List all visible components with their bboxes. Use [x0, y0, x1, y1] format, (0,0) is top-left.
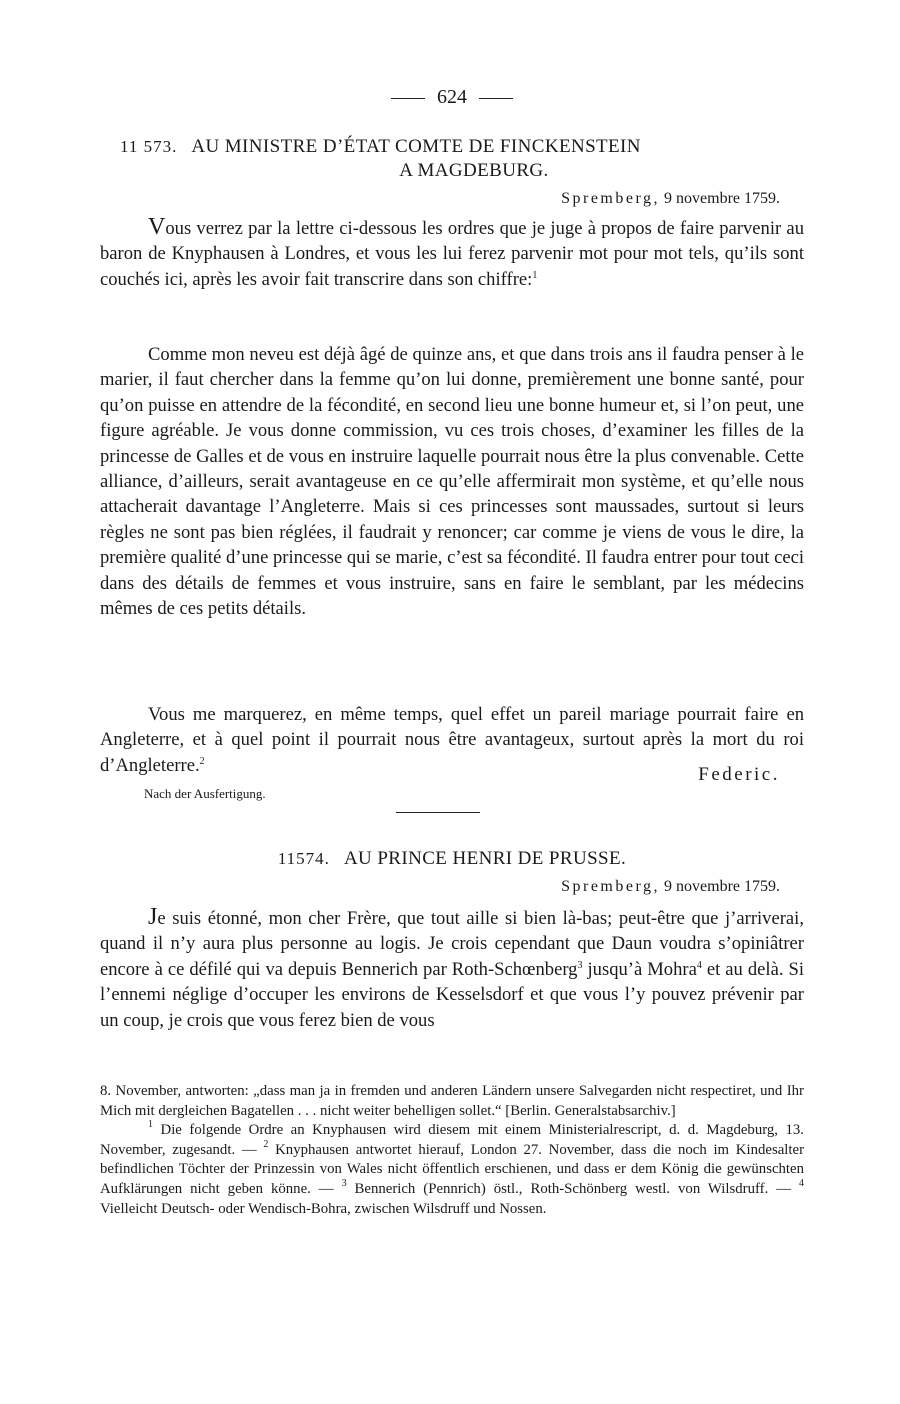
page-number-dash-left [391, 98, 425, 99]
page-number: 624 [437, 86, 467, 108]
footnote-1: Die folgende Ordre an Knyphausen wird diesem mit einem Ministerialrescript, d. d. Magdeburg, 13. November, zugesandt. — [100, 1122, 804, 1158]
letter1-para3-text: Vous me marquerez, en même temps, quel effet un pareil mariage pourrait faire en Angleterre, et à quel point il pourrait nous être avantageux, surtout après la mort du roi d’Angleterre. [100, 704, 804, 776]
letter1-place: Spremberg, [561, 190, 661, 207]
letter2-number: 11574. [277, 849, 330, 868]
letter2-text-b: jusqu’à Mohra [582, 958, 697, 980]
letter1-source: Nach der Ausfertigung. [144, 786, 266, 801]
letter1-para1-text: ous verrez par la lettre ci-dessous les ordres que je juge à propos de faire parvenir au baron de Knyphausen à Londres, et vous les lui ferez parvenir mot pour mot tels, qu’ils sont couchés ici, après les avoir fait transcrire dans son chiffre: [100, 218, 804, 290]
letter2-text-a: e suis étonné, mon cher Frère, que tout aille si bien là-bas; peut-être que j’arriverai, quand il n’y aura plus personne au logis. Je crois cependant que Daun voudra s’opiniâtrer encore à ce défilé qui va depuis Bennerich par Roth-Schœnberg [100, 908, 804, 980]
letter2-date: 9 novembre 1759. [664, 878, 780, 895]
letter2-text-c: et au delà. Si l’ennemi néglige d’occuper les environs de Kesselsdorf et que vous l’y pouvez prévenir par un coup, je crois que vous ferez bien de vous [100, 958, 805, 1031]
footnote-ref-2: 2 [199, 755, 205, 767]
letter1-paragraph-2 [100, 342, 804, 621]
letter1-date: 9 novembre 1759. [664, 190, 780, 207]
footnote-1-mark: 1 [148, 1119, 153, 1131]
footnote-4: Vielleicht Deutsch- oder Wendisch-Bohra, zwischen Wilsdruff und Nossen. [100, 1200, 547, 1217]
letter1-number: 11 573. [120, 137, 178, 156]
letter1-initial: V [148, 214, 166, 240]
footnote-2-mark: 2 [263, 1138, 269, 1150]
letter2-initial: J [148, 904, 158, 930]
letter2-dateline [561, 878, 780, 896]
footnote-3: Bennerich (Pennrich) östl., Roth-Schönberg westl. von Wilsdruff. — [346, 1180, 799, 1197]
letter1-dateline [561, 190, 780, 208]
footnote-2: Knyphausen antwortet hierauf, London 27. November, dass die noch im Kindesalter befindlichen Töchter der Prinzessin von Wales nicht öffentlich erschienen, und dass er dem König die gewünschten Aufklärungen nicht geben könne. — [100, 1141, 804, 1197]
section-divider [396, 812, 480, 813]
letter2-paragraph-1 [100, 906, 804, 1033]
letter2-place: Spremberg, [561, 878, 661, 895]
footnote-4-mark: 4 [799, 1177, 804, 1189]
footnote-ref-1: 1 [532, 269, 538, 281]
footnote-previous: 8. November, antworten: „dass man ja in fremden und anderen Ländern unsere Salvegarden nicht respectiret, und Ihr Mich mit dergleichen Bagatellen . . . nicht weiter behelligen sollet.“ [Berlin. Generalstabsarchiv.] [100, 1083, 804, 1119]
letter2-title: AU PRINCE HENRI DE PRUSSE. [343, 848, 627, 869]
letter1-paragraph-1 [100, 216, 804, 292]
footnote-group [100, 1121, 804, 1219]
footnote-ref-3: 3 [577, 959, 583, 971]
footnote-ref-4: 4 [696, 959, 702, 971]
letter1-title-line2: A MAGDEBURG. [399, 160, 549, 181]
footnotes [100, 1082, 804, 1219]
page-number-dash-right [479, 98, 513, 99]
page-number-line [100, 86, 804, 109]
letter1-title-line1: AU MINISTRE D’ÉTAT COMTE DE FINCKENSTEIN [191, 136, 641, 157]
letter2-heading [100, 848, 804, 870]
letter1-heading-line2 [100, 160, 804, 182]
footnote-3-mark: 3 [341, 1177, 347, 1189]
letter1-signature: Federic. [698, 764, 780, 785]
letter1-heading-line1 [100, 136, 824, 158]
letter1-para2-text: Comme mon neveu est déjà âgé de quinze ans, et que dans trois ans il faudra penser à le marier, il faut chercher dans la femme qu’on lui donne, premièrement une bonne santé, pour qu’on puisse en attendre de la fécondité, en second lieu une bonne humeur et, si l’on peut, une figure agréable. Je vous donne commission, vu ces trois choses, d’examiner les filles de la princesse de Galles et de vous en instruire laquelle pourrait nous être la plus convenable. Cette alliance, d’ailleurs, serait avantageuse en ce qu’elle affermirait mon système, et qu’elle nous attacherait davantage l’Angleterre. Mais si ces princesses sont maussades, surtout si leurs règles ne sont pas bien réglées, il faudrait y renoncer; car comme je viens de vous le dire, la première qualité d’une princesse qui se marie, c’est sa fécondité. Il faudra entrer pour tout ceci dans des détails de femmes et vous instruire, sans en faire le semblant, par les médecins mêmes de ces petits détails. [100, 344, 804, 620]
